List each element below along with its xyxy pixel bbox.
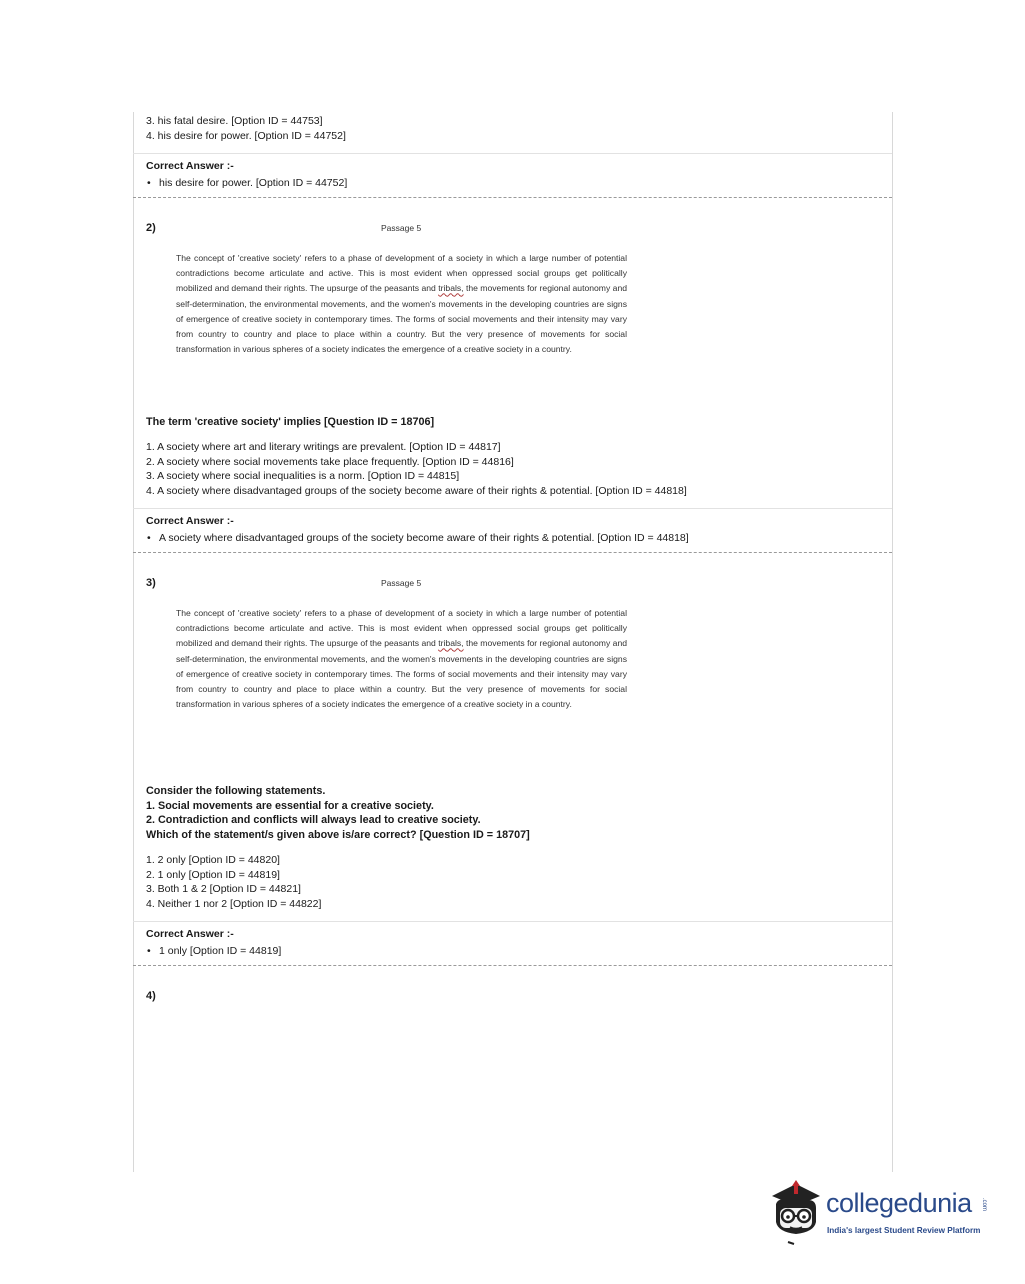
q3-options	[146, 853, 321, 911]
passage-underlined-word: tribals,	[438, 638, 464, 649]
correct-answer-label: Correct Answer :-	[146, 928, 234, 940]
question-separator	[133, 552, 892, 553]
correct-answer-item: • A society where disadvantaged groups of the society become aware of their rights & potential. [Option ID = 44818]	[146, 531, 689, 545]
passage-title: Passage 5	[381, 223, 422, 233]
divider	[133, 508, 892, 509]
question-separator	[133, 965, 892, 966]
correct-answer-list	[146, 176, 347, 190]
option-item: 4. A society where disadvantaged groups of the society become aware of their rights & potential. [Option ID = 44818]	[146, 484, 687, 497]
question-number: 3)	[146, 577, 156, 589]
option-item: 1. 2 only [Option ID = 44820]	[146, 854, 280, 866]
passage-title: Passage 5	[381, 578, 422, 588]
question-line: 1. Social movements are essential for a creative society.	[146, 799, 434, 812]
option-item: 2. 1 only [Option ID = 44819]	[146, 868, 280, 881]
option-item: 3. his fatal desire. [Option ID = 44753]	[146, 115, 323, 127]
q1-correct-answer	[146, 159, 347, 190]
option-item: 1. A society where art and literary writings are prevalent. [Option ID = 44817]	[146, 441, 501, 453]
option-item: 4. Neither 1 nor 2 [Option ID = 44822]	[146, 897, 322, 910]
option-item: 3. Both 1 & 2 [Option ID = 44821]	[146, 883, 301, 896]
option-item: 4. his desire for power. [Option ID = 44752]	[146, 129, 346, 142]
correct-answer-label: Correct Answer :-	[146, 160, 234, 172]
correct-answer-list	[146, 944, 281, 958]
correct-answer-label: Correct Answer :-	[146, 515, 234, 527]
question-separator	[133, 197, 892, 198]
logo-tagline: India's largest Student Review Platform	[827, 1226, 981, 1235]
question-line: Which of the statement/s given above is/are correct? [Question ID = 18707]	[146, 828, 530, 841]
option-item: 3. A society where social inequalities is a norm. [Option ID = 44815]	[146, 470, 460, 483]
passage-underlined-word: tribals,	[438, 283, 464, 294]
question-number: 2)	[146, 222, 156, 234]
q2-correct-answer	[146, 514, 689, 545]
q3-correct-answer	[146, 927, 281, 958]
correct-answer-item: • his desire for power. [Option ID = 44752]	[146, 176, 347, 190]
question-number: 4)	[146, 990, 156, 1002]
mascot-icon	[766, 1178, 826, 1248]
correct-answer-item: • 1 only [Option ID = 44819]	[146, 944, 281, 958]
question-line: Consider the following statements.	[146, 785, 326, 797]
divider	[133, 921, 892, 922]
passage-part: The concept of 'creative society' refers to a phase of development of a society in which a large number of potential contradictions become articulate and active. This is most evident when oppressed social groups get politically mobilized and demand their rights. The upsurge of the peasants and	[176, 608, 627, 649]
logo-wordmark: collegedunia	[826, 1188, 972, 1218]
passage-part: the movements for regional autonomy and self-determination, the environmental movements, and the women's movements in the developing countries are signs of emergence of creative society in contemporary times. The forms of social movements and their intensity may vary from country to country and place to place within a country. But the very presence of movements for social transformation in various spheres of a society indicates the emergence of a creative society in a country.	[176, 283, 628, 355]
option-item: 2. A society where social movements take place frequently. [Option ID = 44816]	[146, 455, 514, 468]
passage-text	[176, 606, 627, 712]
question-line: The term 'creative society' implies [Question ID = 18706]	[146, 416, 435, 428]
collegedunia-logo[interactable]	[766, 1178, 996, 1248]
q1-options	[146, 114, 346, 143]
q2-options	[146, 440, 687, 498]
logo-suffix: .com	[981, 1198, 987, 1212]
question-line: 2. Contradiction and conflicts will always lead to creative society.	[146, 814, 481, 827]
passage-part: The concept of 'creative society' refers to a phase of development of a society in which a large number of potential contradictions become articulate and active. This is most evident when oppressed social groups get politically mobilized and demand their rights. The upsurge of the peasants and	[176, 253, 627, 294]
passage-text	[176, 251, 627, 357]
question-text	[146, 415, 434, 430]
passage-part: the movements for regional autonomy and self-determination, the environmental movements, and the women's movements in the developing countries are signs of emergence of creative society in contemporary times. The forms of social movements and their intensity may vary from country to country and place to place within a country. But the very presence of movements for social transformation in various spheres of a society indicates the emergence of a creative society in a country.	[176, 638, 628, 710]
question-text	[146, 784, 530, 842]
divider	[133, 153, 892, 154]
correct-answer-list	[146, 531, 689, 545]
